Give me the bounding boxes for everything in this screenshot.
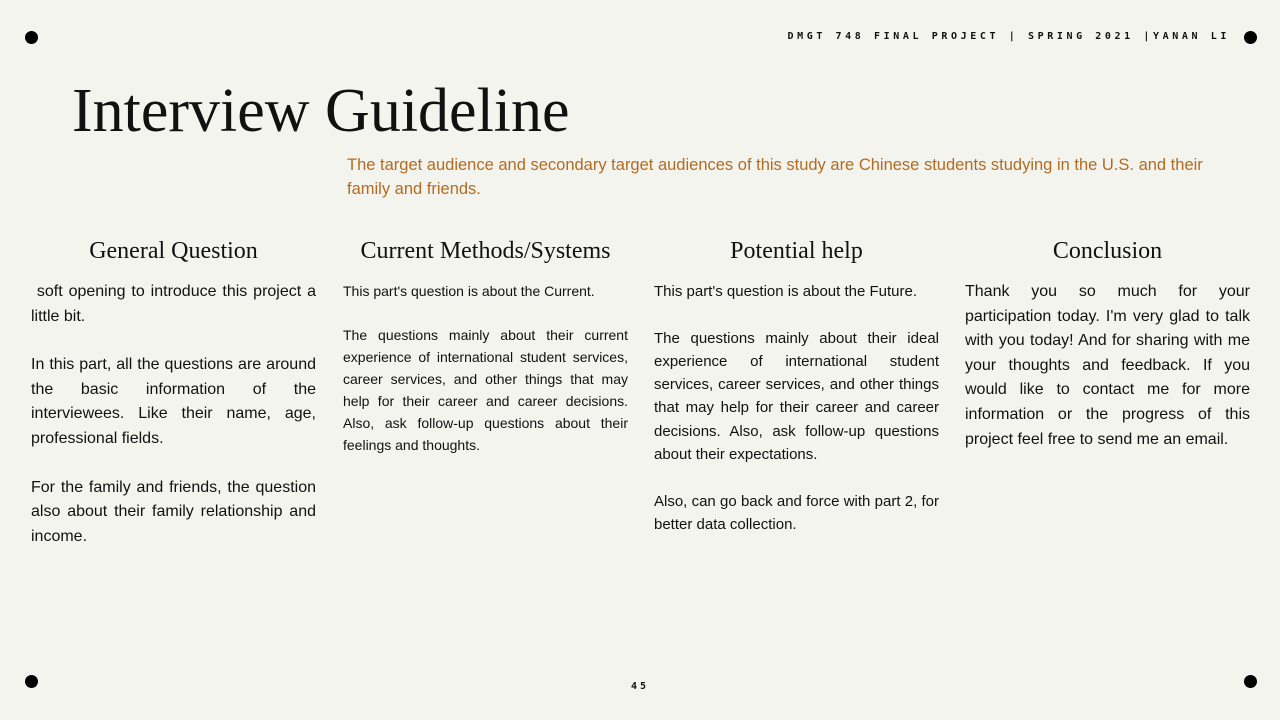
- column-potential-help: [654, 236, 939, 536]
- column-paragraph: Thank you so much for your participation today. I'm very glad to talk with you today! And for sharing with me your thoughts and feedback. If you would like to contact me for more information or the progress of this project feel free to send me an email.: [965, 283, 1250, 448]
- intro-text: The target audience and secondary target audiences of this study are Chinese students studying in the U.S. and their family and friends.: [347, 156, 1203, 198]
- column-paragraph: The questions mainly about their current experience of international student services, career services, and other things that may help for their career and career decisions. Also, ask follow-up questions about their feelings and thoughts.: [343, 327, 628, 453]
- column-paragraph: For the family and friends, the question also about their family relationship and income.: [31, 478, 316, 545]
- column-paragraph: This part's question is about the Future.: [654, 283, 918, 300]
- column-body: [343, 280, 628, 456]
- column-paragraph: The questions mainly about their ideal experience of international student services, career services, and other things that may help for their career and career decisions. Also, ask follow-up questions about their expectations.: [654, 329, 939, 464]
- column-paragraph: In this part, all the questions are around the basic information of the interviewees. Like their name, age, professional fields.: [31, 356, 316, 447]
- corner-dot-top-right: [1244, 31, 1257, 44]
- column-heading: Conclusion: [1052, 238, 1163, 264]
- column-general-question: [31, 236, 321, 549]
- column-heading: Potential help: [730, 238, 863, 264]
- column-paragraph: Also, can go back and force with part 2, for better data collection.: [654, 492, 939, 533]
- column-body: [965, 280, 1250, 452]
- page-title: Interview Guideline: [72, 77, 570, 145]
- column-conclusion: [965, 236, 1250, 452]
- column-body: [31, 280, 321, 549]
- page-number: 45: [630, 681, 650, 692]
- column-heading: Current Methods/Systems: [360, 238, 611, 264]
- column-body: [654, 280, 939, 536]
- corner-dot-top-left: [25, 31, 38, 44]
- column-current-methods: [343, 236, 628, 456]
- column-paragraph: This part's question is about the Current.: [343, 283, 595, 299]
- column-paragraph: soft opening to introduce this project a little bit.: [31, 283, 321, 325]
- header-tag: DMGT 748 FINAL PROJECT | SPRING 2021 |YANAN LI: [787, 31, 1230, 42]
- column-heading: General Question: [89, 238, 258, 264]
